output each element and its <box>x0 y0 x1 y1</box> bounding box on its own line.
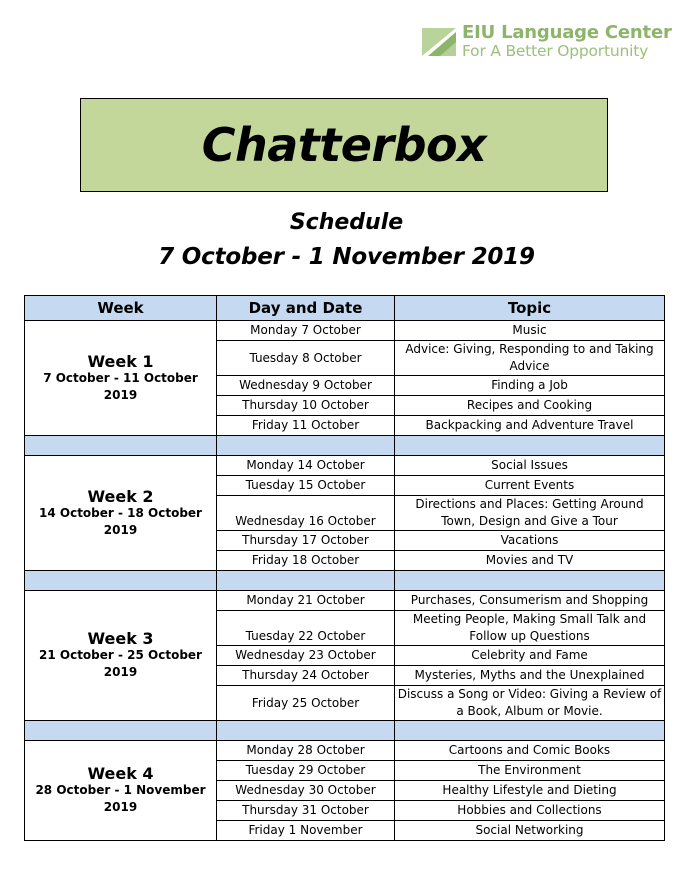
day-date: Friday 25 October <box>217 686 395 721</box>
topic: Celebrity and Fame <box>395 646 665 666</box>
topic: Movies and TV <box>395 551 665 571</box>
topic: Backpacking and Adventure Travel <box>395 416 665 436</box>
schedule-table <box>24 295 665 841</box>
title-box <box>80 98 608 192</box>
table-row <box>25 321 665 341</box>
day-date: Tuesday 29 October <box>217 761 395 781</box>
day-date: Monday 21 October <box>217 591 395 611</box>
week-range: 21 October - 25 October 2019 <box>39 648 202 679</box>
topic: Social Issues <box>395 456 665 476</box>
table-row <box>25 741 665 761</box>
week-label: Week 3 <box>87 629 154 648</box>
topic: Healthy Lifestyle and Dieting <box>395 781 665 801</box>
topic: Music <box>395 321 665 341</box>
day-date: Tuesday 22 October <box>217 611 395 646</box>
day-date: Thursday 17 October <box>217 531 395 551</box>
day-date: Wednesday 16 October <box>217 496 395 531</box>
day-date: Thursday 24 October <box>217 666 395 686</box>
week-2-cell <box>25 456 217 571</box>
week-1-cell <box>25 321 217 436</box>
week-3-cell <box>25 591 217 721</box>
header-week: Week <box>25 296 217 321</box>
day-date: Wednesday 23 October <box>217 646 395 666</box>
page-title: Chatterbox <box>201 118 487 172</box>
schedule-heading: Schedule <box>289 210 404 235</box>
week-label: Week 4 <box>87 764 154 783</box>
topic: Advice: Giving, Responding to and Taking Advice <box>395 341 665 376</box>
topic: Finding a Job <box>395 376 665 396</box>
day-date: Friday 11 October <box>217 416 395 436</box>
date-range-heading: 7 October - 1 November 2019 <box>158 244 535 270</box>
topic: The Environment <box>395 761 665 781</box>
table-row <box>25 591 665 611</box>
separator-row <box>25 721 665 741</box>
eiu-logo-icon <box>422 24 456 56</box>
table-header-row <box>25 296 665 321</box>
topic: Purchases, Consumerism and Shopping <box>395 591 665 611</box>
day-date: Tuesday 15 October <box>217 476 395 496</box>
separator-row <box>25 571 665 591</box>
topic: Mysteries, Myths and the Unexplained <box>395 666 665 686</box>
day-date: Thursday 31 October <box>217 801 395 821</box>
day-date: Friday 1 November <box>217 821 395 841</box>
topic: Hobbies and Collections <box>395 801 665 821</box>
topic: Recipes and Cooking <box>395 396 665 416</box>
logo-tagline: For A Better Opportunity <box>462 42 649 60</box>
topic: Discuss a Song or Video: Giving a Review of a Book, Album or Movie. <box>395 686 665 721</box>
day-date: Monday 7 October <box>217 321 395 341</box>
week-range: 14 October - 18 October 2019 <box>39 505 202 537</box>
table-row <box>25 456 665 476</box>
week-range: 28 October - 1 November 2019 <box>35 783 206 814</box>
header-day-and-date: Day and Date <box>217 296 395 321</box>
topic: Social Networking <box>395 821 665 841</box>
week-range: 7 October - 11 October 2019 <box>43 370 198 402</box>
day-date: Thursday 10 October <box>217 396 395 416</box>
day-date: Monday 28 October <box>217 741 395 761</box>
topic: Current Events <box>395 476 665 496</box>
day-date: Friday 18 October <box>217 551 395 571</box>
day-date: Tuesday 8 October <box>217 341 395 376</box>
topic: Directions and Places: Getting Around Town, Design and Give a Tour <box>395 496 665 531</box>
separator-row <box>25 436 665 456</box>
day-date: Wednesday 9 October <box>217 376 395 396</box>
day-date: Monday 14 October <box>217 456 395 476</box>
topic: Cartoons and Comic Books <box>395 741 665 761</box>
week-label: Week 1 <box>87 351 154 371</box>
logo <box>422 22 672 62</box>
topic: Vacations <box>395 531 665 551</box>
day-date: Wednesday 30 October <box>217 781 395 801</box>
logo-name: EIU Language Center <box>462 22 672 43</box>
week-4-cell <box>25 741 217 841</box>
header-topic: Topic <box>395 296 665 321</box>
topic: Meeting People, Making Small Talk and Follow up Questions <box>395 611 665 646</box>
week-label: Week 2 <box>87 486 154 506</box>
